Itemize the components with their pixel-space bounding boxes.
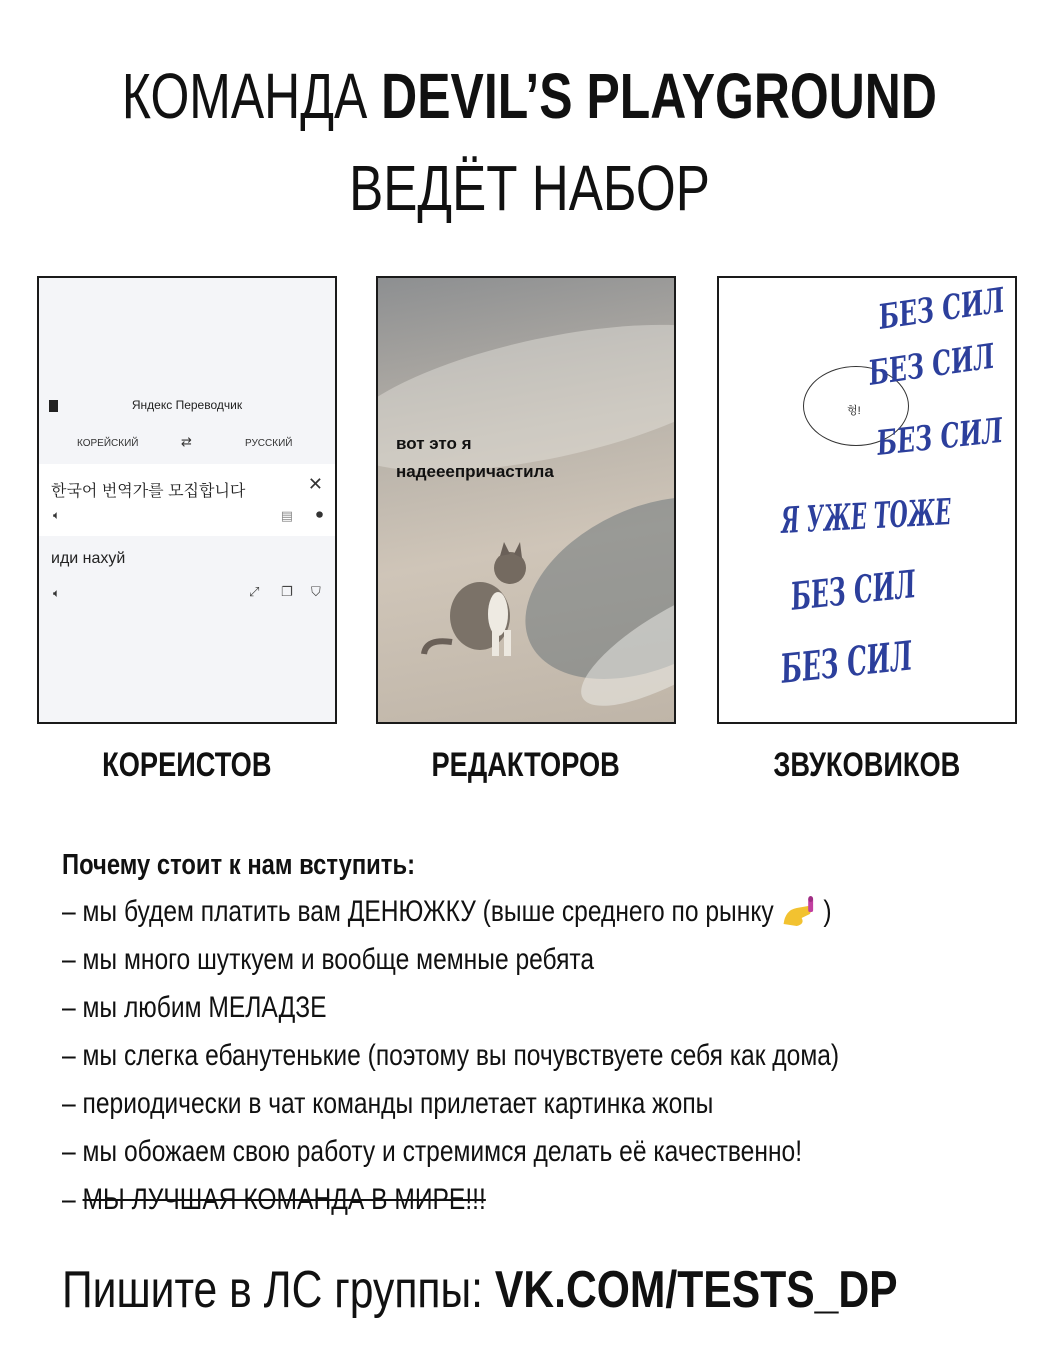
- meme-caption: [396, 430, 554, 486]
- role-label: КОРЕИСТОВ: [102, 746, 272, 784]
- why-join-heading: [62, 845, 492, 885]
- translated-text: иди нахуй: [51, 550, 126, 567]
- speech-bubble-text: 헝!: [847, 405, 861, 417]
- benefit-item: [62, 988, 385, 1028]
- benefit-text: – мы много шуткуем и вообще мемные ребята: [62, 943, 595, 976]
- microphone-icon: ⏺: [316, 506, 323, 522]
- sfx-word: БЕЗ СИЛ: [788, 561, 918, 619]
- sfx-word: БЕЗ СИЛ: [866, 336, 997, 394]
- benefit-item: [62, 1132, 965, 1172]
- source-text-box: [39, 464, 335, 536]
- clipboard-icon: ▤: [280, 508, 293, 523]
- why-join-heading-text: Почему стоит к нам вступить:: [62, 849, 415, 881]
- meme-caption-line-2: надееепричастила: [396, 462, 554, 481]
- benefit-dash: –: [62, 1183, 83, 1216]
- sfx-word: БЕЗ СИЛ: [874, 410, 1005, 464]
- benefit-text-end: ): [823, 895, 832, 928]
- benefit-item-strikethrough: [62, 1180, 579, 1220]
- role-sound-designers: [717, 742, 1017, 788]
- sfx-word: БЕЗ СИЛ: [778, 632, 915, 693]
- expand-icon: ⤢: [249, 584, 260, 599]
- cat-illustration: [418, 518, 558, 658]
- headline-line-1: [0, 58, 1059, 134]
- contact-line: [62, 1258, 1059, 1322]
- contact-prefix: Пишите в ЛС группы:: [62, 1261, 495, 1319]
- benefit-item: [62, 940, 711, 980]
- source-text: 한국어 번역가를 모집합니다: [51, 483, 246, 500]
- close-icon: ✕: [307, 474, 323, 494]
- benefit-item: [62, 892, 1001, 932]
- group-link[interactable]: VK.COM/TESTS_DP: [494, 1261, 898, 1319]
- cat-meme-panel: [376, 276, 676, 724]
- team-name: DEVIL’S PLAYGROUND: [381, 60, 937, 132]
- role-editors: [376, 742, 676, 788]
- speaker-icon: 🔈︎: [53, 586, 61, 600]
- benefit-text: – мы любим МЕЛАДЗЕ: [62, 991, 327, 1024]
- sfx-word: БЕЗ СИЛ: [876, 280, 1007, 338]
- translator-header: [39, 390, 335, 418]
- meme-caption-line-1: вот это я: [396, 434, 472, 453]
- sound-effects-panel: [717, 276, 1017, 724]
- target-language: РУССКИЙ: [245, 438, 293, 449]
- role-label: РЕДАКТОРОВ: [431, 746, 621, 784]
- benefit-text-struck: МЫ ЛУЧШАЯ КОМАНДА В МИРЕ!!!: [82, 1183, 486, 1216]
- benefit-text: – мы обожаем свою работу и стремимся делать её качественно!: [62, 1135, 803, 1168]
- headline-prefix: КОМАНДА: [122, 60, 382, 132]
- translator-app-title: Яндекс Переводчик: [131, 398, 243, 412]
- language-selector-row: [39, 428, 335, 458]
- bookmark-icon: ⛉: [311, 584, 321, 599]
- translator-screenshot-panel: [37, 276, 337, 724]
- sfx-word: Я УЖЕ ТОЖЕ: [779, 491, 953, 542]
- benefit-text: – мы слегка ебанутенькие (поэтому вы почувствуете себя как дома): [62, 1039, 840, 1072]
- copy-icon: ❐: [281, 584, 293, 599]
- headline-line-2: [0, 150, 1059, 226]
- speaker-icon: 🔈︎: [53, 508, 61, 522]
- benefit-item: [62, 1084, 856, 1124]
- nail-polish-icon: [781, 896, 817, 930]
- benefit-text: – периодически в чат команды прилетает картинка жопы: [62, 1087, 714, 1120]
- benefit-item: [62, 1036, 1010, 1076]
- headline-recruiting: ВЕДЁТ НАБОР: [349, 152, 710, 224]
- benefit-text: – мы будем платить вам ДЕНЮЖКУ (выше среднего по рынку: [62, 895, 774, 928]
- source-language: КОРЕЙСКИЙ: [77, 438, 139, 449]
- role-koreanists: [37, 742, 337, 788]
- swap-languages-icon: ⇄: [181, 434, 192, 449]
- role-label: ЗВУКОВИКОВ: [773, 746, 961, 784]
